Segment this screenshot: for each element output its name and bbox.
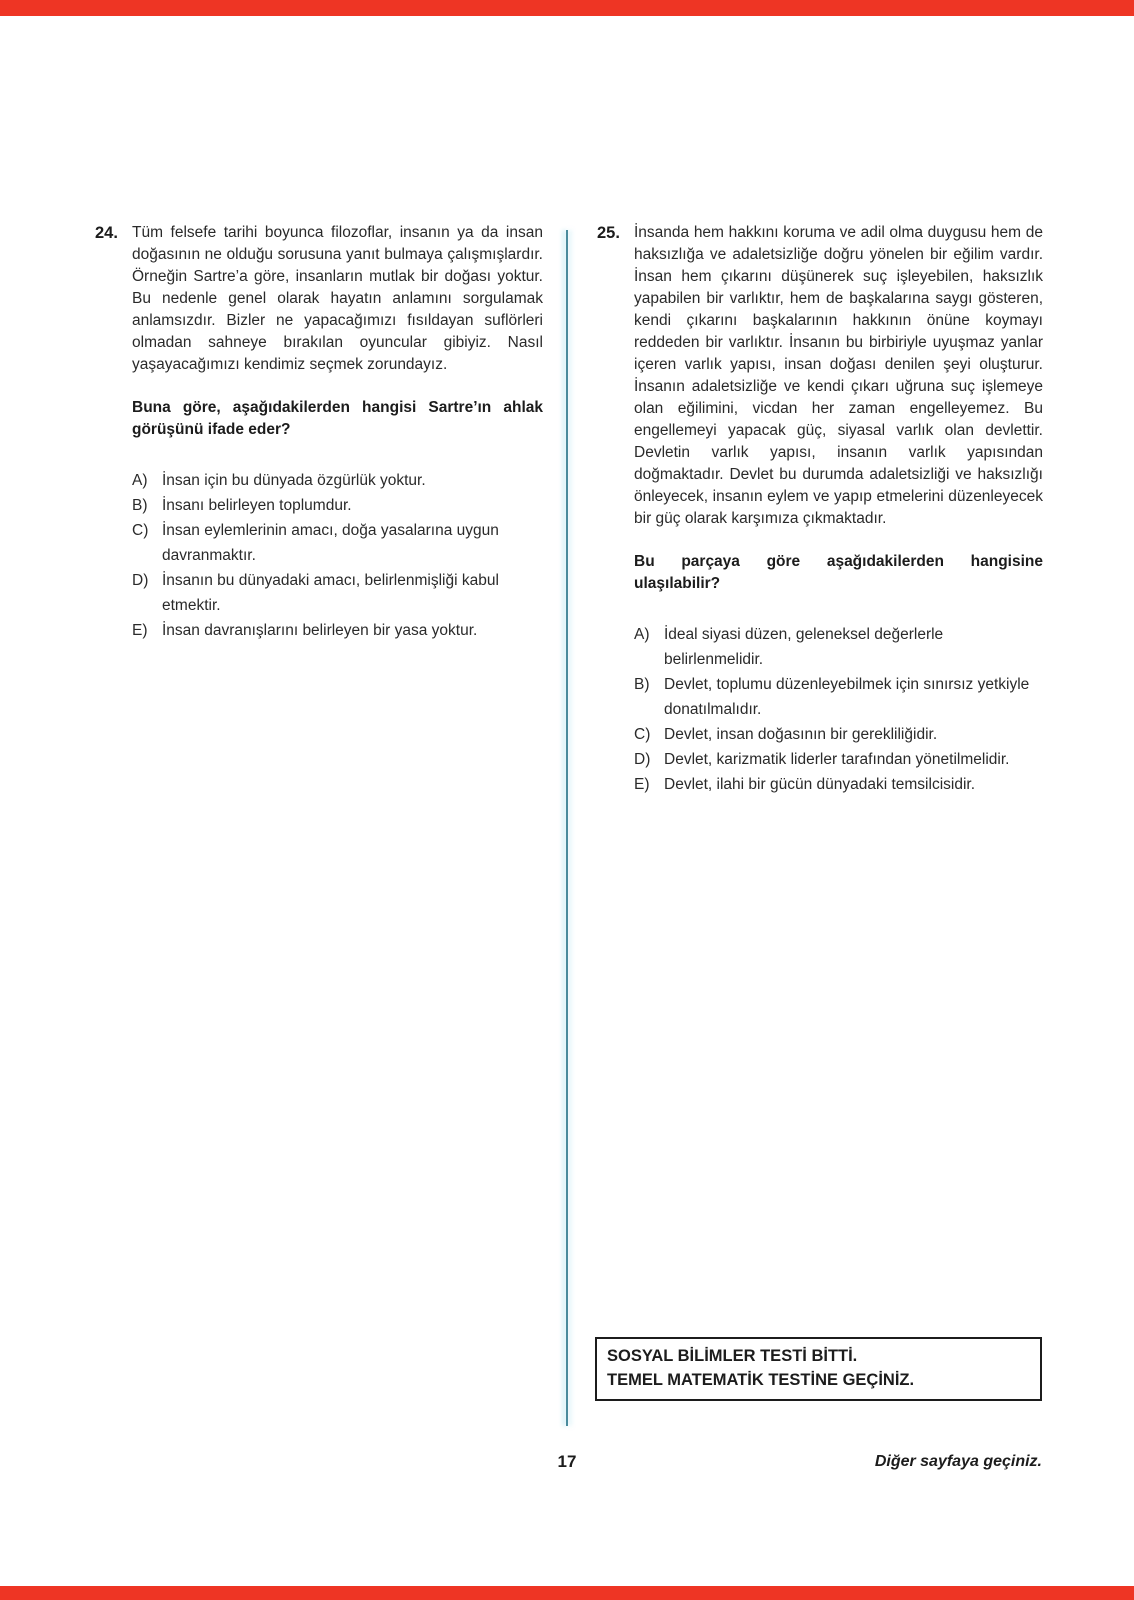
option-24-b [132,493,543,518]
question-24-body [132,222,543,643]
question-24-number: 24. [95,224,118,242]
option-24-a [132,468,543,493]
option-25-e [634,772,1043,797]
option-24-c [132,518,543,568]
option-24-d [132,568,543,618]
question-25-options [634,622,1043,797]
option-25-d [634,747,1043,772]
page-number: 17 [557,1452,577,1471]
top-red-bar [0,0,1134,16]
option-letter: A) [634,626,650,643]
option-letter: B) [634,676,650,693]
option-text: Devlet, ilahi bir gücün dünyadaki temsilcisidir. [664,776,976,793]
option-text: İnsanı belirleyen toplumdur. [162,497,352,514]
option-25-c [634,722,1043,747]
bottom-red-bar [0,1586,1134,1600]
question-25 [597,222,1043,797]
end-of-test-box [595,1337,1042,1401]
option-letter: E) [132,622,148,639]
question-24-prompt: Buna göre, aşağıdakilerden hangisi Sartre’ın ahlak görüşünü ifade eder? [132,399,543,438]
option-letter: B) [132,497,148,514]
option-25-a [634,622,1043,672]
option-text: İdeal siyasi düzen, geleneksel değerlerle belirlenmelidir. [664,626,944,668]
option-letter: D) [634,751,651,768]
option-letter: A) [132,472,148,489]
question-24-passage: Tüm felsefe tarihi boyunca filozoflar, insanın ya da insan doğasının ne olduğu sorusuna yanıt bulmaya çalışmışlardır. Örneğin Sartre’a göre, insanların mutlak bir doğası yoktur. Bu nedenle genel olarak hayatın anlamını sorgulamak anlamsızdır. Bizler ne yapacağımızı fısıldayan suflörleri olmadan sahneye bırakılan oyuncular gibiyiz. Nasıl yaşayacağımızı kendimiz seçmek zorundayız. [132,224,543,373]
question-25-body [634,222,1043,797]
option-text: Devlet, karizmatik liderler tarafından yönetilmelidir. [664,751,1010,768]
end-of-test-line2: TEMEL MATEMATİK TESTİNE GEÇİNİZ. [607,1371,915,1389]
question-25-passage: İnsanda hem hakkını koruma ve adil olma duygusu hem de haksızlığa ve adaletsizliğe doğru yönelen bir eğilim vardır. İnsan hem çıkarını düşünerek suç işleyebilen, haksızlık yapabilen bir varlıktır, hem de başkalarına saygı gösteren, kendi çıkarını başkalarının hakkının önüne koymayı reddeden bir varlıktır. İnsanın bu birbiriyle uyuşmaz yanlar içeren varlık yapısı, insan doğası denilen şeyi oluşturur. İnsanın adaletsizliğe ve kendi çıkarı uğruna suç işlemeye olan eğilimini, vicdan her zaman engelleyemez. Bu engellemeyi yapacak güç, siyasal varlık olan devlettir. Devletin varlık yapısı, insanın varlık yapısından doğmaktadır. Devlet bu durumda adaletsizliği ve haksızlığı önleyecek, insanın eylem ve yapıp etmelerini düzenleyecek bir güç olarak karşımıza çıkmaktadır. [634,224,1043,527]
question-24-options [132,468,543,643]
left-column [95,222,543,643]
column-divider [566,230,568,1426]
question-24 [95,222,543,643]
option-24-e [132,618,543,643]
option-text: İnsan eylemlerinin amacı, doğa yasalarına uygun davranmaktır. [162,522,499,564]
option-text: İnsan için bu dünyada özgürlük yoktur. [162,472,426,489]
option-letter: E) [634,776,650,793]
option-letter: C) [634,726,651,743]
right-column [597,222,1043,797]
option-letter: D) [132,572,149,589]
question-25-prompt: Bu parçaya göre aşağıdakilerden hangisine ulaşılabilir? [634,553,1043,592]
option-text: İnsan davranışlarını belirleyen bir yasa yoktur. [162,622,478,639]
option-letter: C) [132,522,149,539]
option-text: İnsanın bu dünyadaki amacı, belirlenmişliği kabul etmektir. [162,572,499,614]
end-of-test-line1: SOSYAL BİLİMLER TESTİ BİTTİ. [607,1347,858,1365]
option-text: Devlet, toplumu düzenleyebilmek için sınırsız yetkiyle donatılmalıdır. [664,676,1030,718]
option-text: Devlet, insan doğasının bir gerekliliğidir. [664,726,938,743]
option-25-b [634,672,1043,722]
footer-note: Diğer sayfaya geçiniz. [874,1453,1042,1470]
question-25-number: 25. [597,224,620,242]
